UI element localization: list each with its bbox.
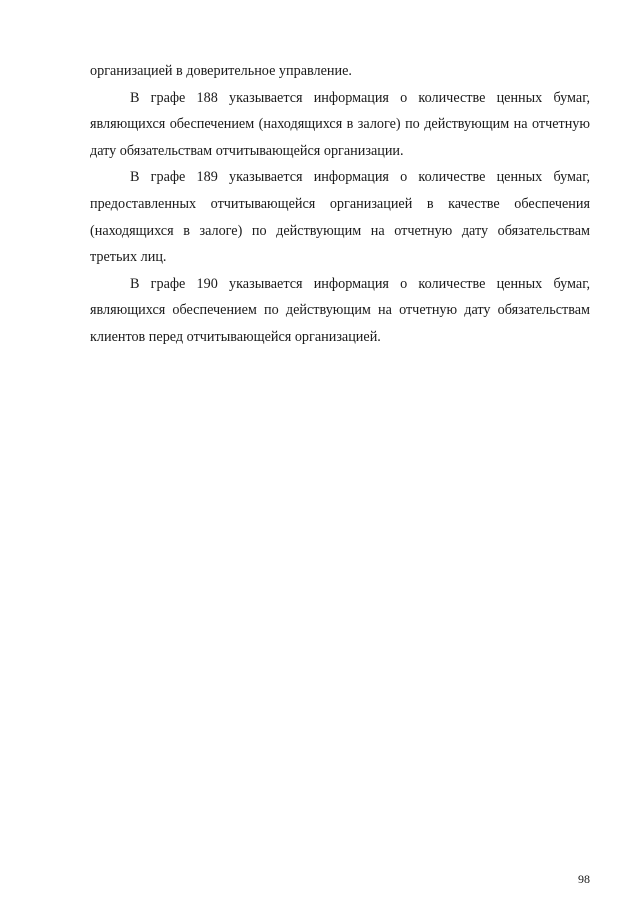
page-number: 98 xyxy=(578,872,590,886)
paragraph-continuation: организацией в доверительное управление. xyxy=(90,63,352,79)
document-body xyxy=(90,58,590,351)
paragraph-column-188: В графе 188 указывается информация о количестве ценных бумаг, являющихся обеспечением (находящихся в залоге) по действующим на отчетную дату обязательствам отчитывающейся организации. xyxy=(90,89,590,159)
paragraph-column-189: В графе 189 указывается информация о количестве ценных бумаг, предоставленных отчитывающейся организацией в качестве обеспечения (находящихся в залоге) по действующим на отчетную дату обязательствам третьих лиц. xyxy=(90,169,590,266)
paragraph-column-190: В графе 190 указывается информация о количестве ценных бумаг, являющихся обеспечением по действующим на отчетную дату обязательствам клиентов перед отчитывающейся организацией. xyxy=(90,275,590,345)
